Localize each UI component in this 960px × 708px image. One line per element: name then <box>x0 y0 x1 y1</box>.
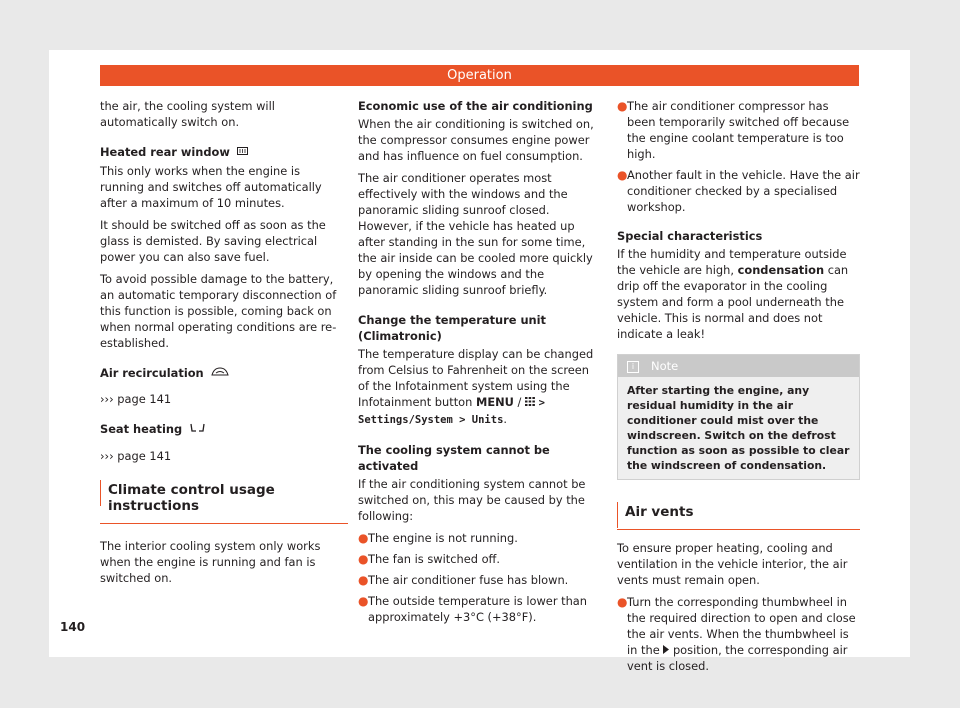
column-middle <box>358 98 603 630</box>
seat-page-link[interactable]: ››› page 141 <box>100 448 172 463</box>
list-item: ● The air conditioner compressor has been temporarily switched off because the engine coolant temperature is too high. <box>617 99 850 161</box>
recirculation-icon <box>211 365 229 381</box>
recirc-heading: Air recirculation <box>100 365 342 382</box>
list-item: ● The engine is not running. <box>358 531 518 545</box>
grid-menu-icon <box>525 395 535 409</box>
note-body: After starting the engine, any residual humidity in the air conditioner could mist over the windscreen. Switch on the defrost function as soon as possible to clear the windscreen of condensation. <box>627 384 850 472</box>
column-right <box>617 98 860 679</box>
section-title-climate-usage: Climate control usage instructions <box>108 481 275 514</box>
column-left <box>100 98 342 592</box>
cannot-activate-paragraph: If the air conditioning system cannot be switched on, this may be caused by the following: <box>358 477 586 523</box>
rear-window-heading: Heated rear window <box>100 144 342 161</box>
unit-paragraph: The temperature display can be changed from Celsius to Fahrenheit on the screen of the Infotainment system using the Infotainment button MENU / > Settings/System > Units. <box>358 347 594 426</box>
list-item: ● The fan is switched off. <box>358 552 501 566</box>
settings-path: > Settings/System > Units <box>358 397 545 426</box>
climate-usage-paragraph: The interior cooling system only works when the engine is running and fan is switched on. <box>100 538 321 585</box>
list-item: ● The air conditioner fuse has blown. <box>358 573 569 587</box>
economic-heading: Economic use of the air conditioning <box>358 99 593 113</box>
rear-window-p2: It should be switched off as soon as the glass is demisted. By saving electrical power you can also save fuel. <box>100 217 326 264</box>
menu-label: MENU <box>476 395 514 409</box>
rear-window-p3: To avoid possible damage to the battery, an automatic temporary disconnection of this function is possible, coming back on when normal operating conditions are re-established. <box>100 271 337 350</box>
rear-window-p1: This only works when the engine is running and switches off automatically after a maximum of 10 minutes. <box>100 163 322 210</box>
note-box <box>617 354 860 480</box>
info-icon: i <box>627 361 639 373</box>
page-number: 140 <box>60 620 86 634</box>
manual-page <box>49 50 910 673</box>
list-item: ● The outside temperature is lower than approximately +3°C (+38°F). <box>358 594 588 624</box>
triangle-right-icon <box>663 643 669 657</box>
economic-p1: When the air conditioning is switched on, the compressor consumes engine power and has influence on fuel consumption. <box>358 117 594 163</box>
special-heading: Special characteristics <box>617 229 763 243</box>
section-title-air-vents: Air vents <box>625 504 694 520</box>
recirc-page-link[interactable]: ››› page 141 <box>100 392 172 406</box>
section-air-vents <box>617 502 860 530</box>
intro-paragraph: the air, the cooling system will automatically switch on. <box>100 99 275 129</box>
seat-heating-icon <box>189 422 207 438</box>
note-header: i Note <box>618 355 859 377</box>
economic-p2: The air conditioner operates most effectively with the windows and the panoramic sliding sunroof closed. However, if the vehicle has heated up after standing in the sun for some time, the air inside can be cooled more quickly by opening the windows and the panoramic sliding sunroof briefly. <box>358 171 593 297</box>
list-item: ● Another fault in the vehicle. Have the air conditioner checked by a specialised workshop. <box>617 168 860 214</box>
section-climate-usage <box>100 480 348 524</box>
unit-heading: Change the temperature unit (Climatronic) <box>358 313 547 343</box>
page-header: Operation <box>100 65 859 86</box>
vents-paragraph: To ensure proper heating, cooling and ventilation in the vehicle interior, the air vents must remain open. <box>617 541 848 587</box>
rear-window-heat-icon <box>237 145 248 161</box>
list-item: ● Turn the corresponding thumbwheel in the required direction to open and close the air vents. When the thumbwheel is in the position, the corresponding air vent is closed. <box>617 595 856 673</box>
special-paragraph: If the humidity and temperature outside the vehicle are high, condensation can drip off the evaporator in the cooling system and form a pool underneath the vehicle. This is normal and does not indicate a leak! <box>617 247 849 341</box>
seat-heading: Seat heating <box>100 421 342 438</box>
cannot-activate-heading: The cooling system cannot be activated <box>358 443 550 473</box>
